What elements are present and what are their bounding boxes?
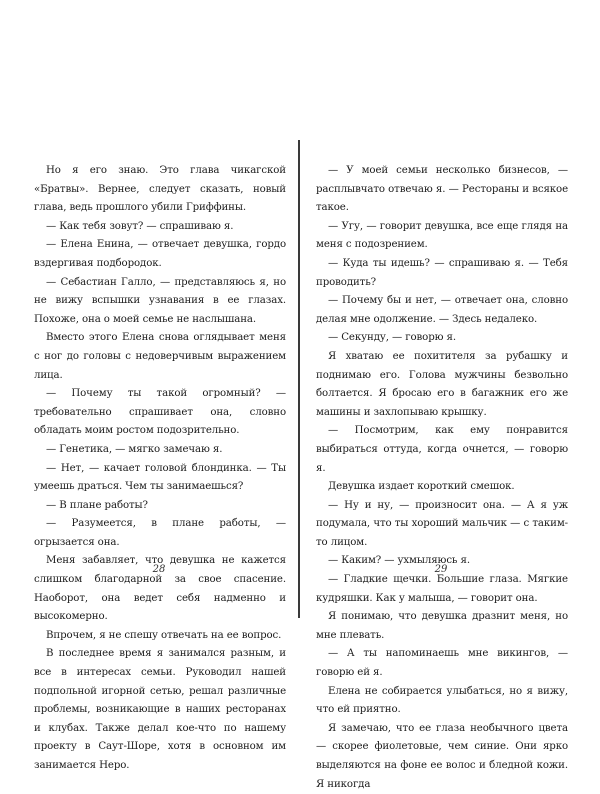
paragraph: — Угу, — говорит девушка, все еще глядя на меня с подозрением. (316, 220, 568, 251)
paragraph: Я понимаю, что девушка дразнит меня, но мне плевать. (316, 611, 568, 641)
left-page-number: 28 (152, 564, 166, 575)
paragraph: — Секунду, — говорю я. (328, 332, 457, 344)
paragraph: — Каким? — ухмыляюсь я. (328, 555, 470, 567)
paragraph: — Почему ты такой огромный? — требовательно спрашивает она, словно обладать моим ростом подозрительно. (34, 388, 286, 437)
paragraph: Впрочем, я не спешу отвечать на ее вопрос. (46, 629, 282, 641)
paragraph: — Гладкие щечки. Большие глаза. Мягкие кудряшки. Как у малыша, — говорит она. (316, 574, 568, 604)
paragraph: — Себастиан Галло, — представляюсь я, но не вижу вспышки узнавания в ее глазах. Похоже, она о моей семье не наслышана. (34, 276, 286, 325)
paragraph: В последнее время я занимался разным, и все в интересах семьи. Руководил нашей подпольной игорной сетью, решал различные проблемы, возникающие в наших ресторанах и клубах. Также делал кое-что по нашему проекту в Саут-Шоре, хотя в основном им занимается Неро. (34, 648, 286, 771)
paragraph: — Нет, — качает головой блондинка. — Ты умеешь драться. Чем ты занимаешься? (34, 462, 286, 493)
paragraph: — Почему бы и нет, — отвечает она, словно делая мне одолжение. — Здесь недалеко. (316, 295, 568, 325)
paragraph: Я хватаю ее похитителя за рубашку и поднимаю его. Голова мужчины безвольно болтается. Я бросаю его в багажник его же машины и захлопываю крышку. (316, 350, 568, 418)
right-page-text (316, 162, 568, 794)
paragraph: — Елена Енина, — отвечает девушка, гордо вздергивая подбородок. (34, 239, 286, 269)
book-gutter-divider (298, 140, 300, 618)
paragraph: Вместо этого Елена снова оглядывает меня с ног до головы с недоверчивым выражением лица. (34, 332, 286, 381)
paragraph: — В плане работы? (46, 499, 148, 511)
paragraph: Елена не собирается улыбаться, но я вижу, что ей приятно. (316, 685, 568, 716)
paragraph: — Разумеется, в плане работы, — огрызается она. (34, 518, 286, 548)
paragraph: — Куда ты идешь? — спрашиваю я. — Тебя проводить? (316, 257, 568, 288)
right-page-number: 29 (434, 564, 448, 575)
left-page-text (34, 162, 286, 776)
paragraph: — Ну и ну, — произносит она. — А я уж подумала, что ты хороший мальчик — с таким-то лицом. (316, 499, 568, 548)
paragraph: Меня забавляет, что девушка не кажется слишком благодарной за свое спасение. Наоборот, она ведет себя надменно и высокомерно. (34, 555, 286, 623)
paragraph: Но я его знаю. Это глава чикагской «Братвы». Вернее, следует сказать, новый глава, ведь прошлого убили Гриффины. (34, 165, 286, 214)
paragraph: Я замечаю, что ее глаза необычного цвета — скорее фиолетовые, чем синие. Они ярко выделяются на фоне ее волос и бледной кожи. Я никогда (316, 722, 568, 790)
paragraph: — Посмотрим, как ему понравится выбираться оттуда, когда очнется, — говорю я. (316, 425, 568, 474)
paragraph: — А ты напоминаешь мне викингов, — говорю ей я. (316, 648, 568, 679)
paragraph: Девушка издает короткий смешок. (328, 481, 515, 493)
paragraph: — Генетика, — мягко замечаю я. (46, 443, 223, 455)
paragraph: — У моей семьи несколько бизнесов, — расплывчато отвечаю я. — Рестораны и всякое такое. (316, 165, 568, 214)
paragraph: — Как тебя зовут? — спрашиваю я. (46, 220, 234, 232)
